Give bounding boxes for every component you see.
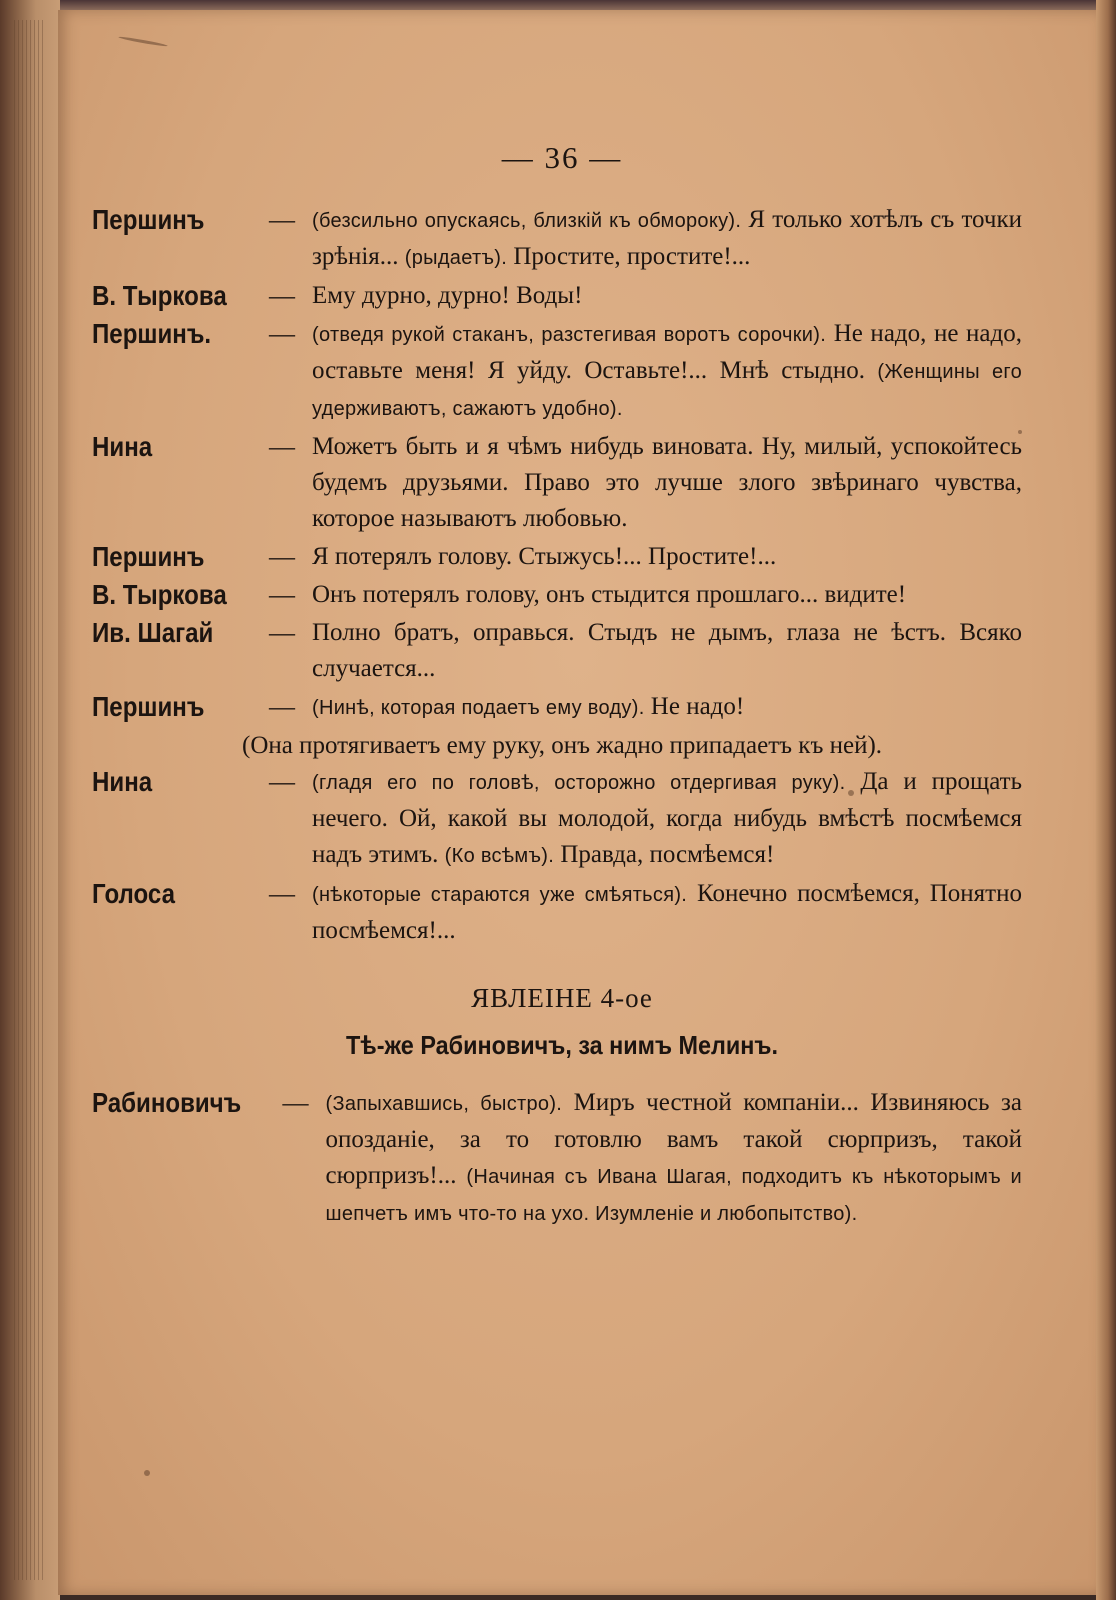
speaker-name: Першинъ	[92, 204, 205, 235]
speech-text: (Запыхавшись, быстро). Миръ честной компаніи... Извиняюсь за опозданіе, за то готовлю вамъ такой сюрпризъ, такой сюрпризъ!... (Начиная съ Ивана Шагая, подходитъ къ нѣкоторымъ и шепчетъ имъ что-то на ухо. Изумленіе и любопытство).	[325, 1089, 1022, 1225]
dialogue-entry	[92, 764, 1032, 874]
page-number: — 36 —	[501, 140, 623, 175]
speech-text: Можетъ быть и я чѣмъ нибудь виновата. Ну, милый, успокойтесь будемъ друзьями. Право это лучше злого звѣринаго чувства, которое называютъ любовью.	[312, 433, 1022, 532]
speaker-name: Першинъ.	[92, 318, 212, 349]
speaker-name: Першинъ	[92, 691, 205, 722]
book-spine	[0, 0, 60, 1600]
speech-text: (Нинѣ, которая подаетъ ему воду). Не надо!	[312, 693, 745, 720]
speaker-name: В. Тыркова	[92, 280, 227, 311]
speaker-name: Ив. Шагай	[92, 617, 214, 648]
speech-dash: —	[269, 692, 295, 721]
speech-dash: —	[269, 542, 295, 571]
speech-text: Онъ потерялъ голову, онъ стыдится прошлаго... видите!	[312, 581, 907, 608]
speech-text: (гладя его по головѣ, осторожно отдергивая руку). Да и прощать нечего. Ой, какой вы молодой, когда нибудь вмѣстѣ посмѣемся надъ этимъ. (Ко всѣмъ). Правда, посмѣемся!	[312, 768, 1023, 868]
dialogue-entry	[92, 689, 1032, 726]
spine-texture	[14, 20, 44, 1580]
speech-dash: —	[282, 1088, 309, 1117]
stage-direction: (Она протягиваетъ ему руку, онъ жадно припадаетъ къ ней).	[242, 732, 883, 759]
speech-dash: —	[269, 618, 295, 647]
speech-text: Полно братъ, оправься. Стыдъ не дымъ, глаза не ѣстъ. Всяко случается...	[312, 619, 1022, 682]
scene-subtitle: Тѣ-же Рабиновичъ, за нимъ Мелинъ.	[346, 1030, 778, 1060]
ink-smudge	[144, 1470, 150, 1476]
page-top-edge	[0, 0, 1116, 10]
page-content	[92, 140, 1032, 1234]
dialogue-entry	[92, 429, 1032, 537]
dialogue-list	[92, 202, 1032, 949]
scene-title: ЯВЛЕІНЕ 4-ое	[471, 983, 653, 1013]
dialogue-entry	[92, 1085, 1032, 1232]
speech-dash: —	[269, 767, 295, 796]
speech-text: (отведя рукой стаканъ, разстегивая воротъ сорочки). Не надо, не надо, оставьте меня! Я уйду. Оставьте!... Мнѣ стыдно. (Женщины его удерживаютъ, сажаютъ удобно).	[312, 320, 1022, 420]
speech-dash: —	[269, 205, 295, 234]
page-right-edge	[1096, 0, 1116, 1600]
dialogue-entry	[92, 615, 1032, 687]
dialogue-entry	[92, 202, 1032, 276]
speaker-name: В. Тыркова	[92, 579, 227, 610]
dialogue-entry	[92, 577, 1032, 613]
speech-text: Я потерялъ голову. Стыжусь!... Простите!...	[312, 543, 777, 570]
dialogue-entry	[92, 876, 1032, 949]
speech-text: (безсильно опускаясь, близкій къ обмороку). Я только хотѣлъ съ точки зрѣнія... (рыдаетъ). Простите, простите!...	[312, 206, 1022, 270]
speech-dash: —	[269, 432, 295, 461]
dialogue-entry	[92, 316, 1032, 427]
ink-smudge	[118, 36, 168, 48]
speaker-name: Нина	[92, 431, 153, 462]
speech-dash: —	[269, 319, 295, 348]
speech-text: Ему дурно, дурно! Воды!	[312, 282, 583, 309]
speech-dash: —	[269, 879, 295, 908]
speaker-name: Рабиновичъ	[92, 1087, 242, 1118]
dialogue-entry	[92, 278, 1032, 314]
speech-dash: —	[269, 281, 295, 310]
speech-text: (нѣкоторые стараются уже смѣяться). Конечно посмѣемся, Понятно посмѣемся!...	[312, 880, 1022, 944]
speaker-name: Нина	[92, 766, 153, 797]
speech-dash: —	[269, 580, 295, 609]
dialogue-entry	[92, 539, 1032, 575]
speaker-name: Першинъ	[92, 541, 205, 572]
speaker-name: Голоса	[92, 878, 176, 909]
dialogue-list-2	[92, 1085, 1032, 1232]
